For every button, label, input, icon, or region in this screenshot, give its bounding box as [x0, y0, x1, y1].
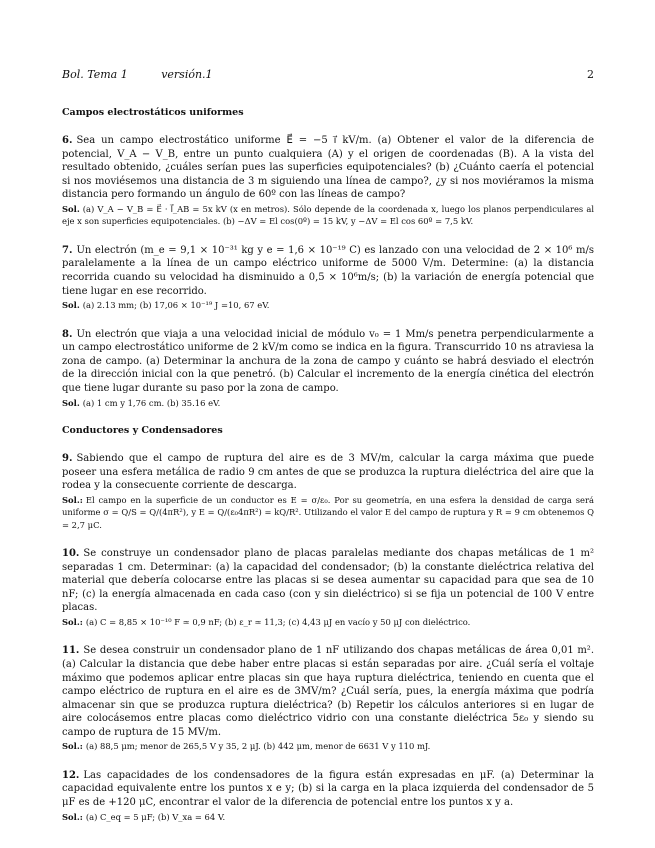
- problem-number: 8.: [62, 328, 73, 340]
- solution-label: Sol.:: [62, 811, 83, 822]
- problem-text: Sabiendo que el campo de ruptura del aire es de 3 MV/m, calcular la carga máxima que puede poseer una esfera metálica de radio 9 cm antes de que se produzca la ruptura dieléctrica del aire que la rodea y la consecuente corriente de descarga.: [62, 452, 594, 492]
- problem-8: [62, 328, 594, 409]
- problem-number: 10.: [62, 547, 80, 559]
- solution-label: Sol.: [62, 300, 80, 311]
- problem-number: 11.: [62, 645, 80, 657]
- solution-label: Sol.: [62, 203, 80, 214]
- problem-text: Las capacidades de los condensadores de la figura están expresadas en μF. (a) Determinar la capacidad equivalente entre los puntos x e y; (b) si la carga en la placa izquierda del condensador de 5 μF es de +120 μC, encontrar el valor de la diferencia de potencial entre los puntos x y a.: [62, 769, 594, 809]
- solution-label: Sol.:: [62, 741, 83, 752]
- page-header: [62, 68, 594, 81]
- problem-11: [62, 644, 594, 753]
- problem-number: 7.: [62, 244, 73, 256]
- header-version: versión.1: [161, 68, 213, 81]
- problem-10: [62, 547, 594, 628]
- problem-number: 6.: [62, 135, 73, 146]
- problem-6: [62, 134, 594, 228]
- solution-text: (a) C_eq = 5 μF; (b) V_xa = 64 V.: [85, 811, 226, 822]
- problem-text: Se construye un condensador plano de placas paralelas mediante dos chapas metálicas de 1 m² separadas 1 cm. Determinar: (a) la capacidad del condensador; (b) la constante dieléctrica relativa del material que debería colocarse entre las placas si se desea aumentar su capacidad para que sea de 10 nF; (c) la energía almacenada en cada caso (con y sin dieléctrico) si se fija un potencial de 100 V entre placas.: [62, 547, 594, 614]
- page-number: 2: [587, 68, 594, 81]
- problem-number: 9.: [62, 452, 73, 464]
- solution-text: (a) C = 8,85 × 10⁻¹⁰ F ≃ 0,9 nF; (b) ε_r ≃ 11,3; (c) 4,43 μJ en vacío y 50 μJ con dieléctrico.: [85, 616, 471, 627]
- solution-text: El campo en la superficie de un conductor es E = σ/ε₀. Por su geometría, en una esfera la densidad de carga será uniforme σ = Q/S = Q/(4πR²), y E = Q/(ε₀4πR²) = kQ/R². Utilizando el valor E del campo de ruptura y R = 9 cm obtenemos Q = 2,7 μC.: [62, 494, 594, 530]
- problem-number: 12.: [62, 769, 80, 781]
- solution-label: Sol.:: [62, 494, 83, 505]
- problem-12: [62, 769, 594, 823]
- document-page: [62, 68, 594, 839]
- solution-text: (a) V_A − V_B = E⃗ · l⃗_AB = 5x kV (x en metros). Sólo depende de la coordenada x, luego los planos perpendiculares al eje x son superficies equipotenciales. (b) −ΔV = El cos(0º) = 15 kV, y −ΔV = El cos 60º = 7,5 kV.: [62, 203, 594, 227]
- section-title: Campos electrostáticos uniformes: [62, 107, 244, 118]
- problem-text: Sea un campo electrostático uniforme E⃗ = −5 ı⃗ kV/m. (a) Obtener el valor de la diferencia de potencial, V_A − V_B, entre un punto cualquiera (A) y el origen de coordenadas (B). A la vista del resultado obtenido, ¿cuáles serían pues las superficies equipotenciales? (b) ¿Cuánto caería el potencial si nos moviésemos una distancia de 3 m siguiendo una línea de campo?, ¿y si nos moviéramos la misma distancia pero formando un ángulo de 60º con las líneas de campo?: [62, 135, 594, 201]
- solution-text: (a) 2.13 mm; (b) 17,06 × 10⁻¹⁹ J =10, 67 eV.: [82, 300, 270, 311]
- solution-label: Sol.:: [62, 616, 83, 627]
- solution-label: Sol.: [62, 397, 80, 408]
- problem-text: Un electrón que viaja a una velocidad inicial de módulo v₀ = 1 Mm/s penetra perpendicularmente a un campo electrostático uniforme de 2 kV/m como se indica en la figura. Transcurrido 10 ns atraviesa la zona de campo. (a) Determinar la anchura de la zona de campo y cuánto se habrá desviado el electrón de la dirección inicial con la que penetró. (b) Calcular el incremento de la energía cinética del electrón que tiene lugar durante su paso por la zona de campo.: [62, 328, 594, 394]
- problem-text: Se desea construir un condensador plano de 1 nF utilizando dos chapas metálicas de área 0,01 m². (a) Calcular la distancia que debe haber entre placas si están separadas por aire. ¿Cuál sería el voltaje máximo que podemos aplicar entre placas sin que haya ruptura dieléctrica, teniendo en cuenta que el campo eléctrico de ruptura en el aire es de 3MV/m? ¿Cuál sería, pues, la energía máxima que podría almacenar sin que se produzca ruptura dieléctrica? (b) Repetir los cálculos anteriores si en lugar de aire colocásemos entre placas como dieléctrico vidrio con una constante dieléctrica 5ε₀ y siendo su campo de ruptura de 15 MV/m.: [62, 645, 594, 738]
- problem-text: Un electrón (m_e = 9,1 × 10⁻³¹ kg y e = 1,6 × 10⁻¹⁹ C) es lanzado con una velocidad de 2 × 10⁶ m/s paralelamente a la línea de un campo eléctrico uniforme de 5000 V/m. Determine: (a) la distancia recorrida cuando su velocidad ha disminuido a 0,5 × 10⁶m/s; (b) la variación de energía potencial que tiene lugar en ese recorrido.: [62, 244, 594, 297]
- header-title: Bol. Tema 1: [62, 68, 128, 81]
- section-title: Conductores y Condensadores: [62, 424, 223, 436]
- problem-7: [62, 244, 594, 312]
- solution-text: (a) 1 cm y 1,76 cm. (b) 35.16 eV.: [82, 397, 221, 408]
- solution-text: (a) 88,5 μm; menor de 265,5 V y 35, 2 μJ. (b) 442 μm, menor de 6631 V y 110 mJ.: [85, 741, 431, 752]
- problem-9: [62, 452, 594, 531]
